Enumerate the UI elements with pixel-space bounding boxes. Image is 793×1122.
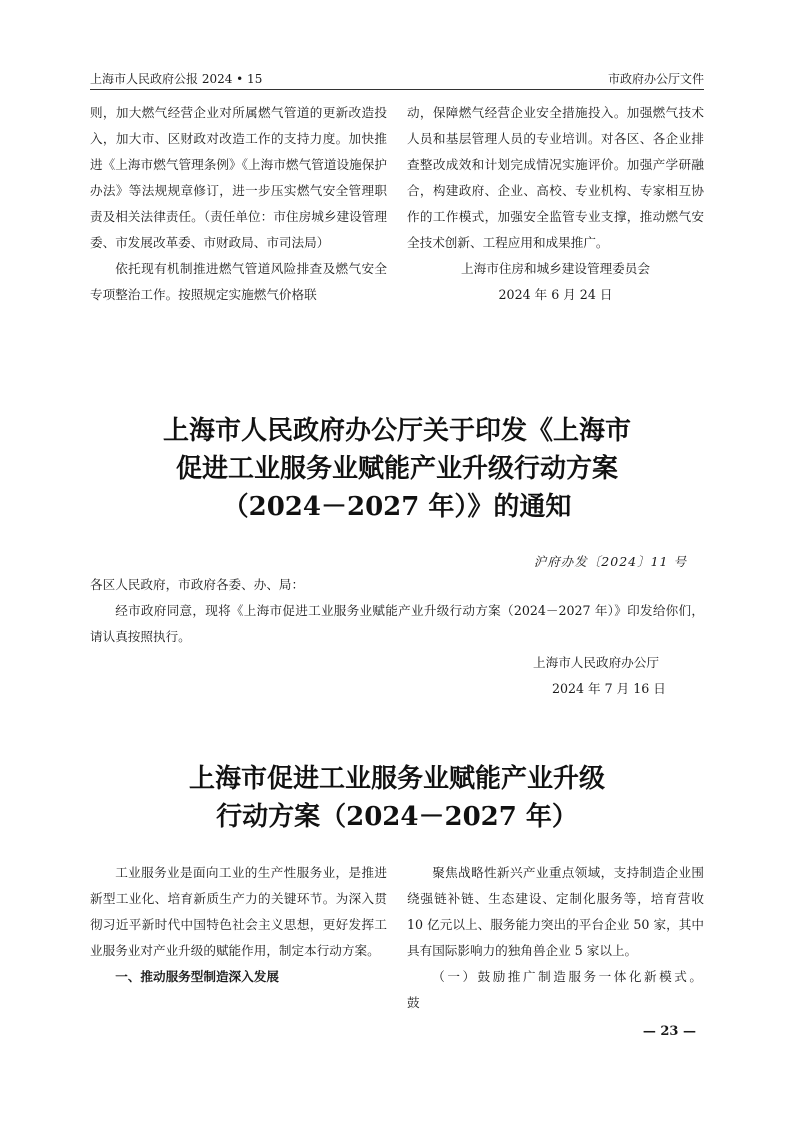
plan-paragraph: 聚焦战略性新兴产业重点领域，支持制造企业围绕强链补链、生态建设、定制化服务等，培育营收 10 亿元以上、服务能力突出的平台企业 50 家，其中具有国际影响力的独角兽企业 5 家以上。 bbox=[407, 865, 704, 958]
prev-doc-left-column bbox=[90, 100, 387, 308]
header-divider bbox=[90, 89, 704, 90]
prev-doc-paragraph: 则，加大燃气经营企业对所属燃气管道的更新改造投入，加大市、区财政对改造工作的支持力度。加快推进《上海市燃气管理条例》《上海市燃气管道设施保护办法》等法规规章修订，进一步压实燃气安全管理职责及相关法律责任。（责任单位：市住房城乡建设管理委、市发展改革委、市财政局、市司法局） bbox=[90, 105, 387, 250]
notice-text: 经市政府同意，现将《上海市促进工业服务业赋能产业升级行动方案（2024－2027 年）》印发给你们，请认真按照执行。 bbox=[90, 603, 704, 644]
section-label: 市政府办公厅文件 bbox=[607, 72, 704, 86]
notice-signature: 上海市人民政府办公厅 bbox=[533, 655, 659, 670]
notice-title-line: 促进工业服务业赋能产业升级行动方案 bbox=[175, 454, 618, 484]
plan-title-line: 上海市促进工业服务业赋能产业升级 bbox=[188, 764, 605, 794]
plan-intro-paragraph: 工业服务业是面向工业的生产性服务业，是推进新型工业化、培育新质生产力的关键环节。为深入贯彻习近平新时代中国特色社会主义思想，更好发挥工业服务业对产业升级的赋能作用，制定本行动方案。 bbox=[90, 865, 387, 958]
prev-doc-paragraph: 依托现有机制推进燃气管道风险排查及燃气安全专项整治工作。按照规定实施燃气价格联 bbox=[90, 261, 387, 302]
plan-right-column bbox=[407, 860, 704, 1016]
section-heading: 一、推动服务型制造深入发展 bbox=[115, 969, 279, 984]
notice-body bbox=[90, 572, 704, 650]
gazette-title: 上海市人民政府公报 2024 • 15 bbox=[90, 72, 263, 86]
prev-doc-right-column bbox=[407, 100, 704, 308]
plan-title bbox=[90, 760, 704, 836]
page-number: — 23 — bbox=[642, 1024, 696, 1039]
notice-addressee: 各区人民政府，市政府各委、办、局： bbox=[90, 577, 305, 592]
notice-title-line: （2024－2027 年）》的通知 bbox=[222, 492, 572, 522]
document-number: 沪府办发〔2024〕11 号 bbox=[533, 554, 687, 569]
notice-date: 2024 年 7 月 16 日 bbox=[552, 681, 666, 696]
notice-title-line: 上海市人民政府办公厅关于印发《上海市 bbox=[162, 416, 631, 446]
plan-title-line: 行动方案（2024－2027 年） bbox=[216, 802, 578, 832]
notice-title bbox=[90, 412, 704, 526]
prev-doc-paragraph: 动，保障燃气经营企业安全措施投入。加强燃气技术人员和基层管理人员的专业培训。对各区、各企业排查整改成效和计划完成情况实施评价。加强产学研融合，构建政府、企业、高校、专业机构、专家相互协作的工作模式，加强安全监管专业支撑，推动燃气安全技术创新、工程应用和成果推广。 bbox=[407, 105, 704, 250]
page-header bbox=[90, 66, 704, 88]
prev-doc-date: 2024 年 6 月 24 日 bbox=[498, 287, 613, 302]
plan-left-column bbox=[90, 860, 387, 990]
subsection-heading: （一）鼓励推广制造服务一体化新模式。鼓 bbox=[407, 969, 704, 1010]
prev-doc-signature: 上海市住房和城乡建设管理委员会 bbox=[461, 261, 650, 276]
